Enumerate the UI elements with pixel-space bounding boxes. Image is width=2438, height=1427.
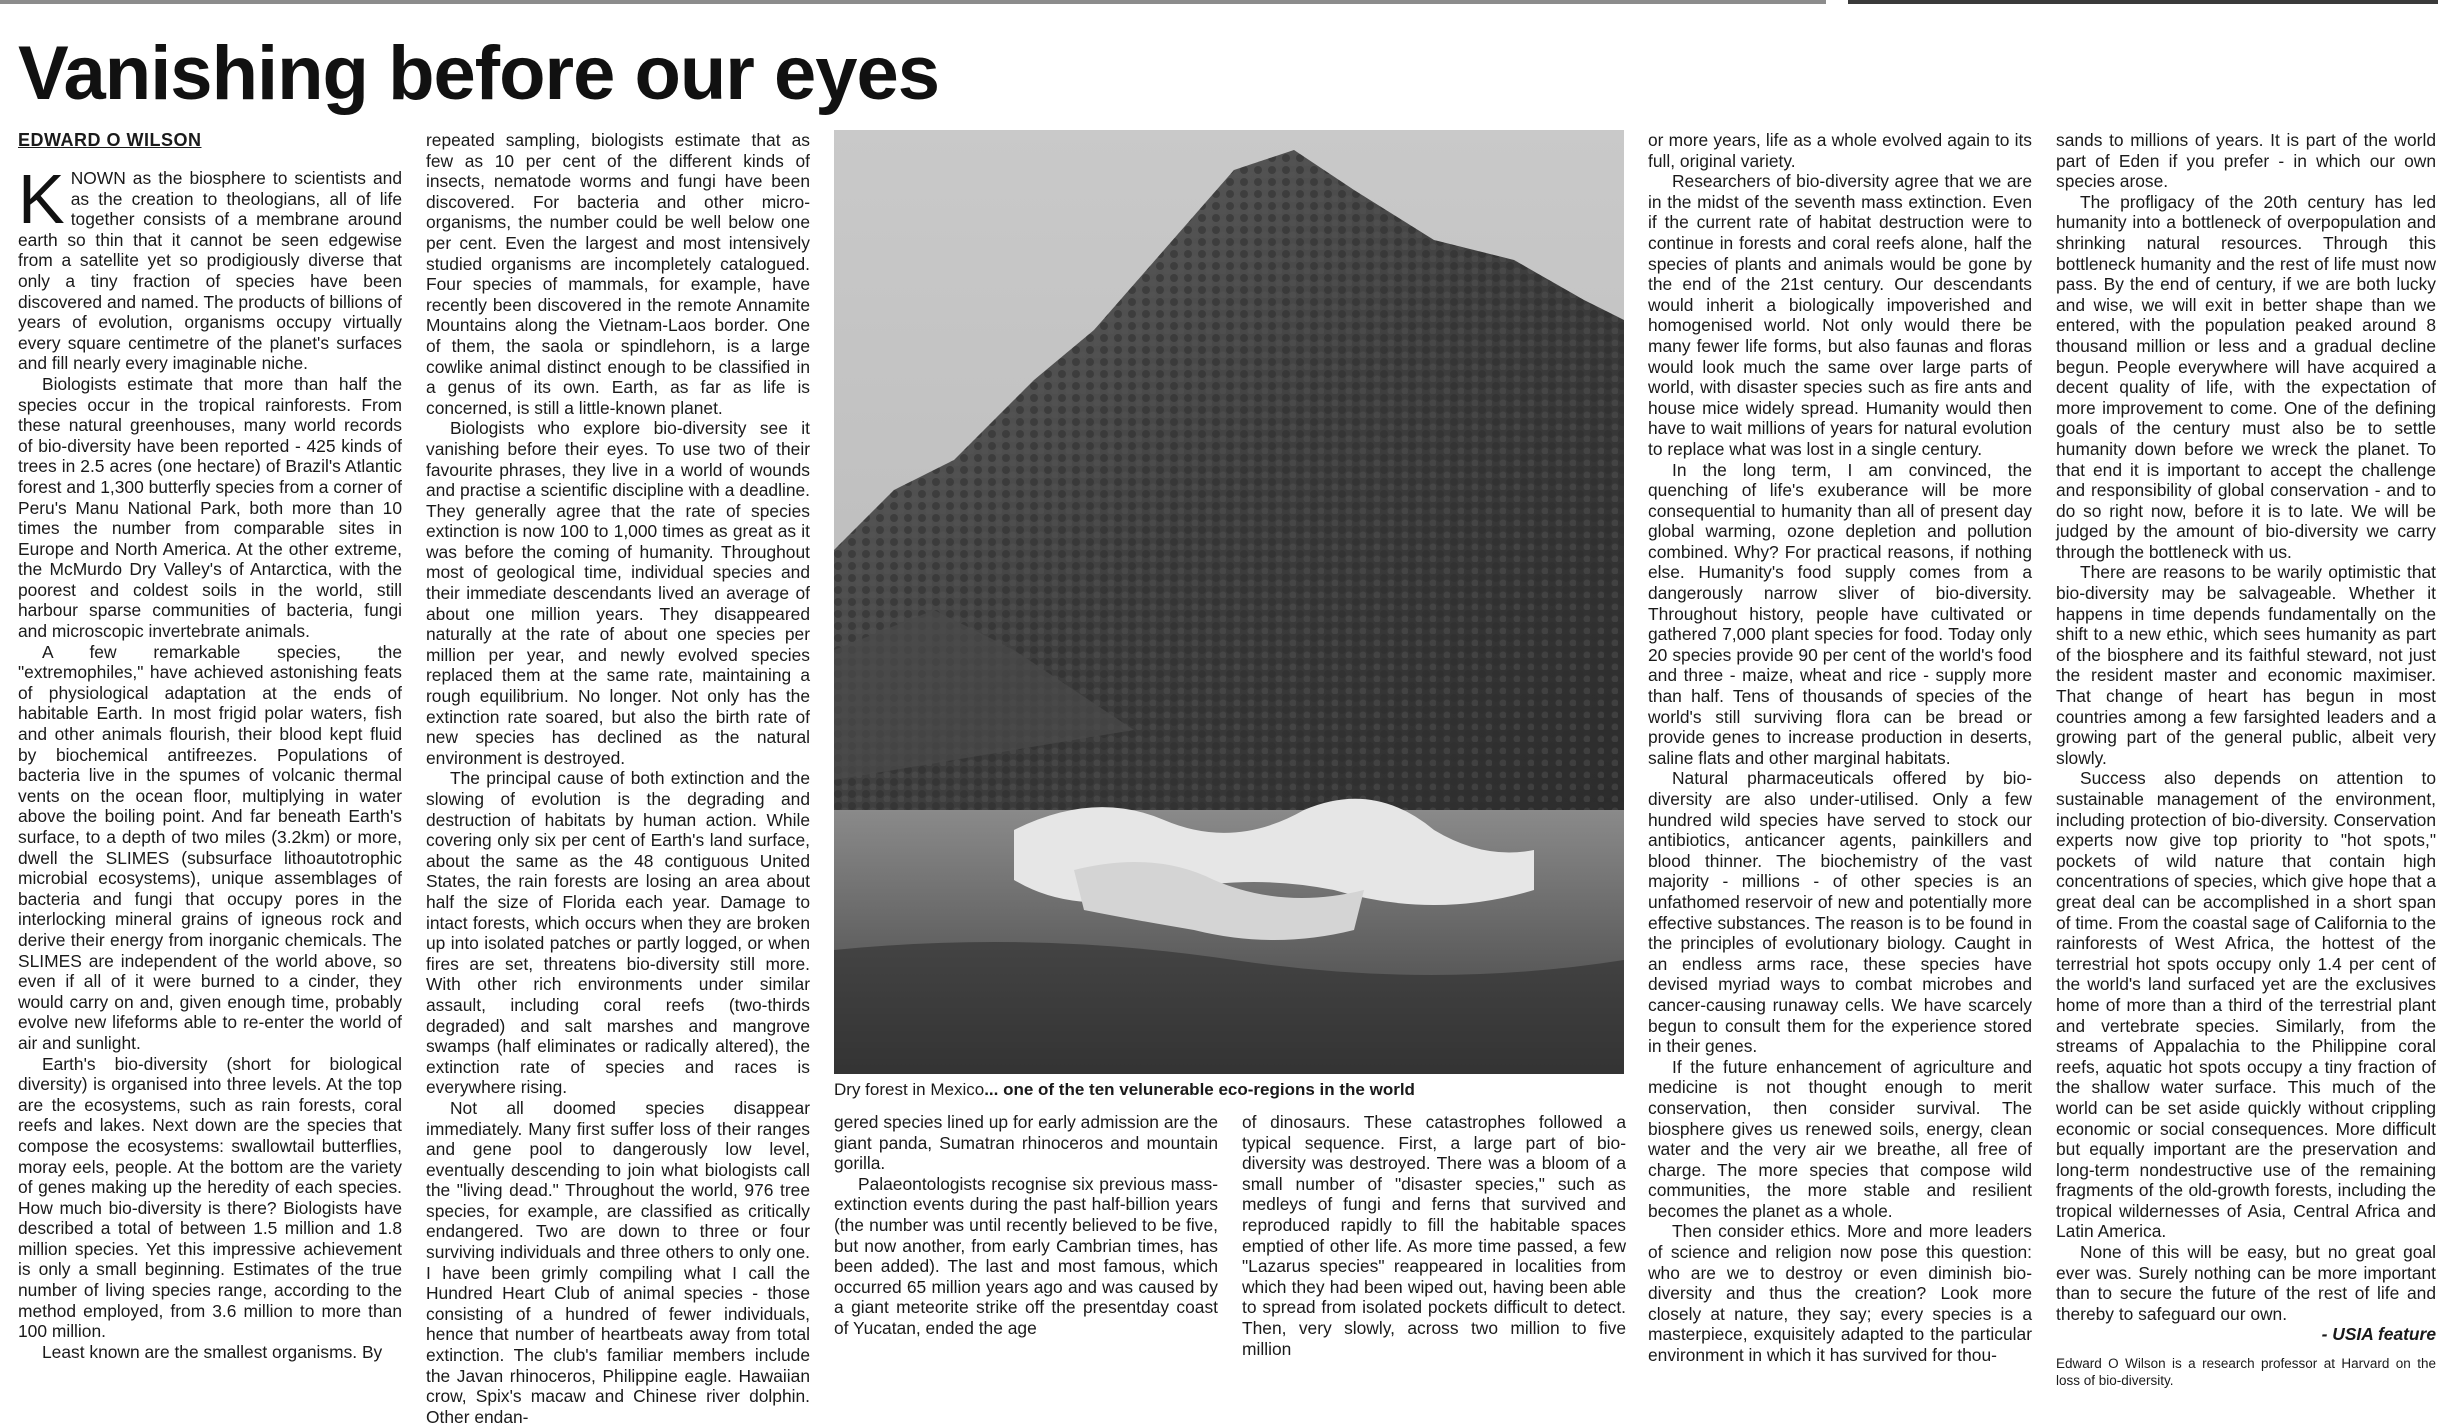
top-rule-right (1848, 0, 2438, 4)
photo-caption (834, 1080, 1624, 1100)
paragraph: None of this will be easy, but no great goal ever was. Surely nothing can be more important than to secure the future of the rest of life and thereby to safeguard our own. (2056, 1242, 2436, 1324)
paragraph: or more years, life as a whole evolved again to its full, original variety. (1648, 130, 2032, 171)
caption-text: Dry forest in Mexico (834, 1080, 985, 1099)
paragraph: In the long term, I am convinced, the quenching of life's exuberance will be more consequential to humanity than all of present day global warming, ozone depletion and pollution combined. Why? For practical reasons, if nothing else. Humanity's food supply comes from a dangerously narrow sliver of bio-diversity. Throughout history, people have cultivated or gathered 7,000 plant species for food. Today only 20 species provide 90 per cent of the world's food and three - maize, wheat and rice - supply more than half. Tens of thousands of species of the world's still surviving flora can be bread or provide genes to increase production in deserts, saline flats and other marginal habitats. (1648, 459, 2032, 768)
paragraph: repeated sampling, biologists estimate that as few as 10 per cent of the different kinds of insects, nematode worms and fungi have been discovered. For bacteria and other micro-organisms, the number could be well below one per cent. Even the largest and most intensively studied organisms are incompletely catalogued. Four species of mammals, for example, have recently been discovered in the remote Annamite Mountains along the Vietnam-Laos border. One of them, the saola or spindlehorn, is a large cowlike animal distinct enough to be classified in a genus of its own. Earth, as far as life is concerned, is still a little-known planet. (426, 130, 810, 418)
paragraph: Biologists estimate that more than half the species occur in the tropical rainforests. From these natural greenhouses, many world records of bio-diversity have been reported - 425 kinds of trees in 2.5 acres (one hectare) of Brazil's Atlantic forest and 1,300 butterfly species from a corner of Peru's Manu National Park, both more than 10 times the number from comparable sites in Europe and North America. At the other extreme, the McMurdo Dry Valley's of Antarctica, with the poorest and coldest soils in the world, still harbour sparse communities of bacteria, fungi and microscopic invertebrate animals. (18, 373, 402, 642)
paragraph: Natural pharmaceuticals offered by bio-diversity are also under-utilised. Only a few hundred wild species have served to stock our antibiotics, anticancer agents, painkillers and blood thinner. The biochemistry of the vast majority - millions - of other species is an unfathomed reservoir of new and potentially more effective substances. The reason is to be found in the principles of evolutionary biology. Caught in an endless arms race, these species have devised myriad ways to combat microbes and cancer-causing runaway cells. We have scarcely begun to consult them for the experience stored in their genes. (1648, 768, 2032, 1057)
forest-photo (834, 130, 1624, 1074)
author-bio: Edward O Wilson is a research professor at Harvard on the loss of bio-diversity. (2056, 1356, 2436, 1389)
paragraph: Biologists who explore bio-diversity see it vanishing before their eyes. To use two of their favourite phrases, they live in a world of wounds and practise a scientific discipline with a deadline. They generally agree that the rate of species extinction is now 100 to 1,000 times as great as it was before the coming of humanity. Throughout most of geological time, individual species and their immediate descendants lived an average of about one million years. They disappeared naturally at the rate of about one species per million per year, and newly evolved species replaced them at the same rate, maintaining a rough equilibrium. No longer. Not only has the extinction rate soared, but also the birth rate of new species has declined as the natural environment is destroyed. (426, 418, 810, 768)
paragraph: Least known are the smallest organisms. By (42, 1341, 383, 1362)
drop-cap: K (18, 160, 65, 238)
article-column-1 (18, 160, 402, 1362)
paragraph: There are reasons to be warily optimistic that bio-diversity may be salvageable. Whether it happens in time depends fundamentally on the shift to a new ethic, which sees humanity as part of the biosphere and its faithful steward, not just the resident master and economic maximiser. That change of heart has begun in most countries among a few farsighted leaders and a growing part of the general public, albeit very slowly. (2056, 562, 2436, 768)
article-column-6 (2056, 130, 2436, 1389)
paragraph: Researchers of bio-diversity agree that we are in the midst of the seventh mass extinction. Even if the current rate of habitat destruction were to continue in forests and coral reefs alone, half the species of plants and animals would be gone by the end of the 21st century. Our descendants would inherit a biologically impoverished and homogenised world. Not only would there be many fewer life forms, but also faunas and floras would look much the same over large parts of world, with disaster species such as fire ants and house mice widely spread. Humanity would then have to wait millions of years for natural evolution to replace what was lost in a single century. (1648, 171, 2032, 459)
paragraph: The profligacy of the 20th century has led humanity into a bottleneck of overpopulation and shrinking natural resources. Through this bottleneck humanity and the rest of life must now pass. By the end of century, if we are both lucky and wise, we will exit in better shape than we entered, with the population peaked around 8 thousand million or less and a gradual decline begun. People everywhere will have acquired a decent quality of life, with the expectation of more improvement to come. One of the defining goals of the century must also be to settle humanity down before we wreck the planet. To that end it is important to accept the challenge and responsibility of global conservation - and to do so right now, before it is to late. We will be judged by the amount of bio-diversity we carry through the bottleneck with us. (2056, 191, 2436, 562)
byline: EDWARD O WILSON (18, 130, 202, 150)
top-rule-left (0, 0, 1826, 4)
paragraph: gered species lined up for early admission are the giant panda, Sumatran rhinoceros and mountain gorilla. (834, 1112, 1218, 1174)
caption-emphasis: ... one of the ten velunerable eco-regions in the world (984, 1080, 1415, 1099)
article-column-2 (426, 130, 810, 1427)
headline: Vanishing before our eyes (18, 31, 940, 116)
paragraph: sands to millions of years. It is part of the world part of Eden if you prefer - in which our own species arose. (2056, 130, 2436, 192)
article-column-5 (1648, 130, 2032, 1366)
paragraph: Palaeontologists recognise six previous mass-extinction events during the past half-billion years (the number was until recently believed to be five, but now another, from early Cambrian times, has been added). The last and most famous, which occurred 65 million years ago and was caused by a giant meteorite strike off the presentday coast of Yucatan, ended the age (834, 1173, 1218, 1338)
paragraph: If the future enhancement of agriculture and medicine is not thought enough to merit conservation, then consider survival. The biosphere gives us renewed soils, energy, clean water and the very air we breathe, all free of charge. The more species that compose wild communities, the more stable and resilient becomes the planet as a whole. (1648, 1056, 2032, 1221)
paragraph: A few remarkable species, the "extremophiles," have achieved astonishing feats of physiological adaptation at the ends of habitable Earth. In most frigid polar waters, fish and other animals flourish, their blood kept fluid by biochemical antifreezes. Populations of bacteria live in the spumes of volcanic thermal vents on the ocean floor, multiplying in water above the boiling point. And far beneath Earth's surface, to a depth of two miles (3.2km) or more, dwell the SLIMES (subsurface lithoautotrophic microbial ecosystems), unique assemblages of bacteria and fungi that occupy pores in the interlocking mineral grains of igneous rock and derive their energy from inorganic chemicals. The SLIMES are independent of the world above, so even if all of it were burned to a cinder, they would carry on and, given enough time, probably evolve new lifeforms able to re-enter the world of air and sunlight. (18, 641, 402, 1053)
signature: - USIA feature (2321, 1324, 2436, 1345)
forest-landscape-image (834, 130, 1624, 1074)
paragraph: of dinosaurs. These catastrophes followed a typical sequence. First, a large part of bio-diversity was destroyed. There was a bloom of a small number of "disaster species," such as medleys of fungi and ferns that survived and reproduced rapidly to fill the habitable spaces emptied of other life. As more time passed, a few "Lazarus species" reappeared in localities from which they had been wiped out, having been able to spread from isolated pockets difficult to detect. Then, very slowly, across two million to five million (1242, 1112, 1626, 1359)
article-column-4 (1242, 1112, 1626, 1359)
paragraph: The principal cause of both extinction and the slowing of evolution is the degrading and destruction of habitats by human action. While covering only six per cent of Earth's land surface, about the same as the 48 contiguous United States, the rain forests are losing an area about half the size of Florida each year. Damage to intact forests, which occurs when they are broken up into isolated patches or partly logged, or when fires are set, threatens bio-diversity still more. With other rich environments under similar assault, including coral reefs (two-thirds degraded) and salt marshes and mangrove swamps (half eliminates or radically altered), the extinction rate of species and races is everywhere rising. (426, 768, 810, 1098)
paragraph: Then consider ethics. More and more leaders of science and religion now pose this question: who are we to destroy or even diminish bio-diversity and thus the creation? Look more closely at nature, they say; every species is a masterpiece, exquisitely adapted to the particular environment in which it has survived for thou- (1648, 1221, 2032, 1366)
article-column-3 (834, 1112, 1218, 1338)
paragraph: Success also depends on attention to sustainable management of the environment, including protection of bio-diversity. Conservation experts now give top priority to "hot spots," pockets of wild nature that contain high concentrations of species, which give hope that a great deal can be accomplished in a short span of time. From the coastal sage of California to the rainforests of West Africa, the hottest of the terrestrial hot spots occupy only 1.4 per cent of the world's land surfaced yet are the exclusives home of more than a third of the terrestrial plant and vertebrate species. Similarly, from the streams of Appalachia to the Philippine coral reefs, aquatic hot spots occupy a tiny fraction of the shallow water surface. This much of the world can be set aside quickly without crippling economic or social consequences. More difficult but equally important are the preservation and long-term nondestructive use of the remaining fragments of the old-growth forests, including the tropical wildernesses of Asia, Central Africa and Latin America. (2056, 768, 2436, 1242)
paragraph: Earth's bio-diversity (short for biological diversity) is organised into three levels. At the top are the ecosystems, such as rain forests, coral reefs and lakes. Next down are the species that compose the ecosystems: swallowtail butterflies, moray eels, people. At the bottom are the variety of genes making up the heredity of each species. How much bio-diversity is there? Biologists have described a total of between 1.5 million and 1.8 million species. Yet this impressive achievement is only a small beginning. Estimates of the true number of living species range, according to the method employed, from 3.6 million to more than 100 million. (18, 1053, 402, 1342)
paragraph: KNOWN as the biosphere to scientists and as the creation to theologians, all of life together consists of a membrane around earth so thin that it cannot be seen edgewise from a satellite yet so prodigiously diverse that only a tiny fraction of species have been discovered and named. The products of billions of years of evolution, organisms occupy virtually every square centimetre of the planet's surfaces and fill nearly every imaginable niche. (18, 160, 402, 374)
paragraph: Not all doomed species disappear immediately. Many first suffer loss of their ranges and gene pool to dangerously low level, eventually descending to join what biologists call the "living dead." Throughout the world, 976 tree species, for example, are classified as critically endangered. Two are down to three or four surviving individuals and three others to only one. I have been grimly compiling what I call the Hundred Heart Club of animal species - those consisting of a hundred of fewer individuals, hence that number of heartbeats away from total extinction. The club's familiar members include the Javan rhinoceros, Philippine eagle. Hawaiian crow, Spix's macaw and Chinese river dolphin. Other endan- (426, 1097, 810, 1427)
